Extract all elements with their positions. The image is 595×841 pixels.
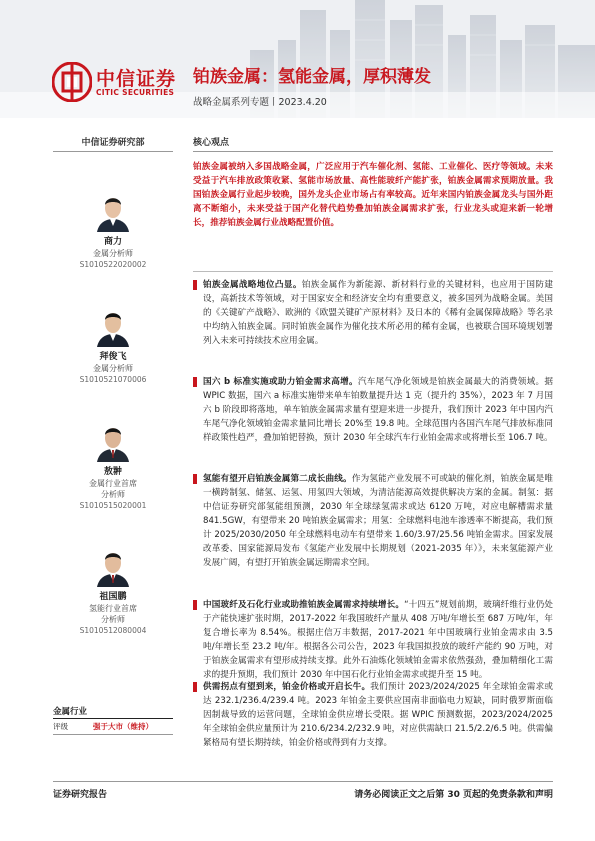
analyst-card xyxy=(53,305,173,385)
paragraph-lead: 国六 b 标准实施或助力铂金需求高增。 xyxy=(203,377,358,387)
analyst-card xyxy=(53,420,173,511)
body-paragraph xyxy=(193,598,553,682)
paragraph-text: 汽车尾气净化领域是铂族金属最大的消费领域。据 WPIC 数据，国六 a 标准实施带来单车铂数量提升达 1 克（提升约 35%），2023 年 7 月国六 b 阶段即将落地，单车铂族金属需求量有望迎来进一步提升，我们预计 2023 年中国内汽车尾气净化领域铂金需求量同比增长 20%至 19.8 吨。全球范围内各国汽车尾气排放标准同样政策性趋严，叠加铂钯替换，预计 2030 年全球汽车行业铂金需求或将增长至 106.7 吨。 xyxy=(203,377,553,443)
analyst-id: S1010515020001 xyxy=(79,501,147,510)
body-paragraph xyxy=(193,680,553,750)
divider xyxy=(53,718,173,719)
header-banner xyxy=(0,0,595,118)
industry-rating-row xyxy=(53,721,173,732)
bullet-marker xyxy=(193,682,197,692)
paragraph-lead: 中国玻纤及石化行业或助推铂族金属需求持续增长。 xyxy=(203,600,405,610)
brand-name-en: CITIC SECURITIES xyxy=(96,88,175,97)
analyst-id: S1010512080004 xyxy=(79,626,147,635)
footer-disclaimer: 请务必阅读正文之后第 30 页起的免责条款和声明 xyxy=(354,790,553,800)
divider xyxy=(53,734,173,735)
analyst-photo xyxy=(95,190,131,232)
bullet-marker xyxy=(193,280,197,290)
paragraph-text: “十四五”规划前期，玻璃纤维行业仍处于产能快速扩张时期，2017-2022 年我国玻纤产量从 408 万吨/年增长至 687 万吨/年，年复合增长率为 8.54%。根据庄信万丰数据，2017-2021 年中国玻璃行业铂金需求由 3.5 吨/年增长至 23.2 吨/年。根据各公司公告，2023 年我国拟投放的玻纤产能约 90 万吨，对于铂族金属需求有望形成持续支撑。此外石油炼化领域铂金需求依然强劲，叠加精细化工需求的提升预期，我们预计 2030 年中国石化行业铂金需求或提升至 15 吨。 xyxy=(203,600,553,680)
paragraph-text: 我们预计 2023/2024/2025 年全球铂金需求或达 232.1/236.4/239.4 吨。2023 年铂金主要供应国南非面临电力短缺，同时俄罗斯面临因制裁导致的运营问题，全球铂金供应增长受限。据 WPIC 预测数据，2023/2024/2025 年全球铂金供应量预计为 210.6/234.2/232.9 吨，对应供需缺口 21.5/2.2/6.5 吨。供需偏紧格局有望长期持续，铂金价格或得到有力支撑。 xyxy=(203,682,553,748)
divider xyxy=(53,151,173,152)
bullet-marker xyxy=(193,377,197,387)
report-title: 铂族金属：氢能金属，厚积薄发 xyxy=(193,67,431,87)
rating-label: 评级 xyxy=(53,722,68,731)
analyst-photo xyxy=(95,305,131,347)
analyst-id: S1010522020002 xyxy=(79,260,147,269)
analyst-id: S1010521070006 xyxy=(79,375,147,384)
divider xyxy=(193,151,553,152)
summary-paragraph: 铂族金属被纳入多国战略金属，广泛应用于汽车催化剂、氢能、工业催化、医疗等领域。未来受益于汽车排放政策收紧、氢能市场放量、高性能玻纤产能扩张，铂族金属需求预期放量。我国铂族金属行业起步较晚，国外龙头企业市场占有率较高。近年来国内铂族金属龙头与国外距离不断缩小，未来受益于国产化替代趋势叠加铂族金属需求扩张，行业龙头或迎来新一轮增长，推荐铂族金属行业战略配置价值。 xyxy=(193,162,553,228)
research-dept-heading: 中信证券研究部 xyxy=(81,138,145,148)
analyst-name: 商力 xyxy=(103,237,122,247)
bullet-marker xyxy=(193,474,197,484)
citic-logo xyxy=(52,62,92,102)
analyst-name: 拜俊飞 xyxy=(99,352,127,362)
analyst-role: 金属行业首席 分析师 xyxy=(89,479,137,499)
paragraph-lead: 氢能有望开启铂族金属第二成长曲线。 xyxy=(203,474,352,484)
analyst-photo xyxy=(95,545,131,587)
body-paragraph xyxy=(193,472,553,570)
analyst-role: 金属分析师 xyxy=(93,364,133,373)
bullet-marker xyxy=(193,600,197,610)
body-paragraph xyxy=(193,278,553,348)
analyst-role: 氢能行业首席 分析师 xyxy=(89,604,137,624)
footer-divider xyxy=(53,781,553,782)
body-paragraph xyxy=(193,375,553,445)
report-subtitle: 战略金属系列专题丨2023.4.20 xyxy=(193,97,327,108)
industry-heading: 金属行业 xyxy=(53,707,88,717)
analyst-card xyxy=(53,190,173,270)
paragraph-lead: 供需拐点有望到来，铂金价格或开启长牛。 xyxy=(203,682,371,692)
analyst-name: 祖国鹏 xyxy=(99,592,127,602)
analyst-role: 金属分析师 xyxy=(93,249,133,258)
rating-value: 强于大市（维持） xyxy=(93,722,153,731)
analyst-card xyxy=(53,545,173,636)
analyst-photo xyxy=(95,420,131,462)
brand-name-cn: 中信证券 xyxy=(96,68,177,90)
analyst-name: 敖翀 xyxy=(103,467,122,477)
divider xyxy=(193,271,553,272)
footer-report-type: 证券研究报告 xyxy=(53,790,108,800)
paragraph-text: 铂族金属作为新能源、新材料行业的关键材料，也应用于国防建设，高新技术等领域，对于国家安全和经济安全均有重要意义，被多国列为战略金属。美国的《关键矿产战略》、欧洲的《欧盟关键矿产原材料》及日本的《稀有金属保障战略》等名录中均纳入铂族金属。同时铂族金属作为催化技术所必用的稀有金属，也被联合国环境规划署列入未来可持续技术应用金属。 xyxy=(203,280,553,346)
core-views-heading: 核心观点 xyxy=(193,138,230,148)
paragraph-lead: 铂族金属战略地位凸显。 xyxy=(203,280,302,290)
paragraph-text: 作为氢能产业发展不可或缺的催化剂，铂族金属是唯一横跨制氢、储氢、运氢、用氢四大领域，为清洁能源高效提供解决方案的金属。制氢：据中信证券研究部氢能组预测，2030 年全球绿氢需求或达 6120 万吨，对应电解槽需求量 841.5GW，有望带来 20 吨铂族金属需求；用氢：全球燃料电池车渗透率不断提高，我们预计 2025/2030/2050 年全球燃料电动车有望带来 1.60/3.97/25.56 吨铂金需求。国家发展改革委、国家能源局发布《氢能产业发展中长期规划（2021-2035 年）》，未来氢能源产业发展广阔，有望打开铂族金属远期需求空间。 xyxy=(203,474,553,568)
